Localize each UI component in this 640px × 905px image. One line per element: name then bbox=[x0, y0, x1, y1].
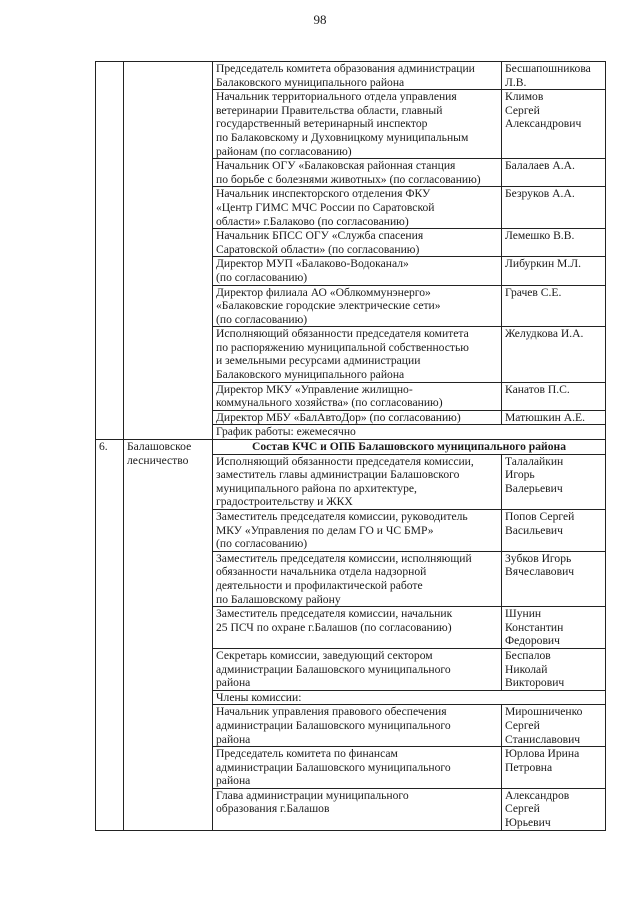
position-line: Начальник инспекторского отделения ФКУ bbox=[216, 187, 431, 201]
member-name-cell bbox=[502, 159, 606, 187]
position-line: Председатель комитета образования администрации bbox=[216, 62, 475, 75]
organization-line: Балашовское bbox=[127, 440, 192, 454]
position-cell bbox=[213, 648, 502, 690]
position-line: Глава администрации муниципального bbox=[216, 788, 409, 802]
position-line: администрации Балашовского муниципального bbox=[216, 760, 451, 774]
member-name-line: Климов bbox=[505, 90, 544, 104]
position-line: Директор МУП «Балаково-Водоканал» bbox=[216, 257, 409, 271]
member-name-line: Петровна bbox=[505, 760, 553, 774]
position-cell bbox=[213, 607, 502, 649]
position-line: (по согласованию) bbox=[216, 270, 308, 284]
position-line: Начальник территориального отдела управления bbox=[216, 90, 457, 104]
member-name-cell bbox=[502, 327, 606, 382]
position-line: Исполняющий обязанности председателя комитета bbox=[216, 327, 469, 341]
organization-line: лесничество bbox=[127, 453, 189, 467]
member-name-cell bbox=[502, 257, 606, 285]
section-title: Состав КЧС и ОПБ Балашовского муниципального района bbox=[213, 440, 606, 455]
position-line: «Центр ГИМС МЧС России по Саратовской bbox=[216, 200, 435, 214]
section-organization bbox=[124, 440, 213, 831]
member-name-line: Бесшапошникова bbox=[505, 62, 591, 75]
member-name-line: Либуркин М.Л. bbox=[505, 257, 582, 271]
member-name-line: Константин bbox=[505, 620, 564, 634]
position-line: 25 ПСЧ по охране г.Балашов (по согласованию) bbox=[216, 620, 452, 634]
position-line: государственный ветеринарный инспектор bbox=[216, 117, 428, 131]
member-name-cell bbox=[502, 551, 606, 606]
position-line: Начальник БПСС ОГУ «Служба спасения bbox=[216, 229, 424, 243]
member-name-line: Беспалов bbox=[505, 648, 551, 662]
member-name-line: Лемешко В.В. bbox=[505, 229, 575, 243]
position-cell bbox=[213, 747, 502, 789]
member-name-line: Желудкова И.А. bbox=[505, 327, 584, 341]
position-line: Начальник управления правового обеспечения bbox=[216, 705, 447, 719]
member-name-cell bbox=[502, 187, 606, 229]
position-cell bbox=[213, 159, 502, 187]
position-line: обязанности начальника отдела надзорной bbox=[216, 565, 427, 579]
member-name-line: Александрович bbox=[505, 117, 582, 131]
position-line: (по согласованию) bbox=[216, 537, 308, 551]
position-line: Директор МКУ «Управление жилищно- bbox=[216, 382, 413, 396]
member-name-line: Мирошниченко bbox=[505, 705, 583, 719]
position-line: Секретарь комиссии, заведующий сектором bbox=[216, 648, 433, 662]
member-name-cell bbox=[502, 285, 606, 327]
member-name-line: Балалаев А.А. bbox=[505, 159, 575, 173]
position-cell bbox=[213, 454, 502, 509]
member-name-line: Александров bbox=[505, 788, 570, 802]
member-name-cell bbox=[502, 454, 606, 509]
section-number: 6. bbox=[96, 440, 124, 831]
member-name-cell bbox=[502, 90, 606, 159]
table-row bbox=[96, 62, 606, 90]
member-name-line: Зубков Игорь bbox=[505, 551, 572, 565]
position-cell bbox=[213, 510, 502, 552]
position-line: Директор филиала АО «Облкоммунэнерго» bbox=[216, 285, 431, 299]
member-name-line: Николай bbox=[505, 662, 548, 676]
position-line: МКУ «Управления по делам ГО и ЧС БМР» bbox=[216, 523, 434, 537]
position-cell bbox=[213, 705, 502, 747]
position-line: Саратовской области» (по согласованию) bbox=[216, 242, 420, 256]
position-line: области» г.Балаково (по согласованию) bbox=[216, 214, 409, 228]
position-line: Директор МБУ «БалАвтоДор» (по согласованию) bbox=[216, 410, 461, 424]
member-name-line: Шунин bbox=[505, 607, 542, 621]
position-cell bbox=[213, 410, 502, 425]
commission-table bbox=[95, 61, 606, 831]
member-name-line: Станиславович bbox=[505, 732, 581, 746]
position-line: по Балаковскому и Духовницкому муниципальным bbox=[216, 130, 469, 144]
position-cell bbox=[213, 788, 502, 830]
position-line: по борьбе с болезнями животных» (по согласованию) bbox=[216, 172, 481, 186]
member-name-cell bbox=[502, 747, 606, 789]
member-name-cell bbox=[502, 648, 606, 690]
member-name-line: Л.В. bbox=[505, 75, 527, 89]
position-line: Заместитель председателя комиссии, начальник bbox=[216, 607, 453, 621]
position-cell bbox=[213, 285, 502, 327]
member-name-line: Юрьевич bbox=[505, 816, 551, 830]
member-name-line: Талалайкин bbox=[505, 454, 564, 468]
position-line: района bbox=[216, 774, 251, 788]
organization-cell bbox=[124, 62, 213, 440]
position-line: по распоряжению муниципальной собственностью bbox=[216, 340, 469, 354]
position-line: Балаковского муниципального района bbox=[216, 368, 405, 382]
position-cell bbox=[213, 257, 502, 285]
position-cell bbox=[213, 187, 502, 229]
position-line: Начальник ОГУ «Балаковская районная станция bbox=[216, 159, 456, 173]
position-line: Балаковского муниципального района bbox=[216, 75, 405, 89]
position-cell bbox=[213, 229, 502, 257]
position-line: (по согласованию) bbox=[216, 312, 308, 326]
member-name-cell bbox=[502, 229, 606, 257]
member-name-line: Юрлова Ирина bbox=[505, 747, 580, 761]
position-line: муниципального района по архитектуре, bbox=[216, 481, 417, 495]
position-cell bbox=[213, 551, 502, 606]
member-name-line: Сергей bbox=[505, 718, 540, 732]
position-line: «Балаковские городские электрические сети» bbox=[216, 299, 441, 313]
position-line: администрации Балашовского муниципального bbox=[216, 718, 451, 732]
section-heading-row bbox=[96, 440, 606, 455]
position-line: Исполняющий обязанности председателя комиссии, bbox=[216, 454, 474, 468]
position-line: градостроительству и ЖКХ bbox=[216, 495, 353, 509]
member-name-cell bbox=[502, 510, 606, 552]
number-cell bbox=[96, 62, 124, 440]
member-name-line: Сергей bbox=[505, 103, 540, 117]
position-line: коммунального хозяйства» (по согласованию) bbox=[216, 396, 443, 410]
position-line: заместитель главы администрации Балашовского bbox=[216, 468, 460, 482]
schedule-text: График работы: ежемесячно bbox=[213, 425, 606, 440]
member-name-line: Валерьевич bbox=[505, 481, 563, 495]
member-name-cell bbox=[502, 62, 606, 90]
member-name-line: Вячеславович bbox=[505, 565, 575, 579]
member-name-line: Васильевич bbox=[505, 523, 563, 537]
member-name-line: Сергей bbox=[505, 802, 540, 816]
position-line: образования г.Балашов bbox=[216, 802, 330, 816]
member-name-cell bbox=[502, 410, 606, 425]
position-line: Заместитель председателя комиссии, руководитель bbox=[216, 510, 468, 523]
position-cell bbox=[213, 382, 502, 410]
member-name-cell bbox=[502, 607, 606, 649]
member-name-line: Федорович bbox=[505, 634, 560, 648]
member-name-line: Попов Сергей bbox=[505, 510, 575, 523]
members-label: Члены комиссии: bbox=[213, 690, 606, 705]
member-name-line: Канатов П.С. bbox=[505, 382, 570, 396]
position-line: деятельности и профилактической работе bbox=[216, 578, 423, 592]
position-cell bbox=[213, 62, 502, 90]
member-name-line: Матюшкин А.Е. bbox=[505, 410, 586, 424]
member-name-cell bbox=[502, 788, 606, 830]
position-line: Заместитель председателя комиссии, исполняющий bbox=[216, 551, 472, 565]
position-line: ветеринарии Правительства области, главный bbox=[216, 103, 443, 117]
member-name-cell bbox=[502, 705, 606, 747]
position-line: администрации Балашовского муниципального bbox=[216, 662, 451, 676]
member-name-line: Грачев С.Е. bbox=[505, 285, 562, 299]
member-name-line: Викторович bbox=[505, 676, 565, 690]
member-name-line: Безруков А.А. bbox=[505, 187, 575, 201]
position-cell bbox=[213, 90, 502, 159]
position-line: района bbox=[216, 732, 251, 746]
position-cell bbox=[213, 327, 502, 382]
member-name-cell bbox=[502, 382, 606, 410]
page-number: 98 bbox=[313, 12, 327, 27]
position-line: по Балашовскому району bbox=[216, 592, 341, 606]
position-line: районам (по согласованию) bbox=[216, 144, 352, 158]
position-line: района bbox=[216, 676, 251, 690]
position-line: Председатель комитета по финансам bbox=[216, 747, 398, 761]
position-line: и земельными ресурсами администрации bbox=[216, 354, 421, 368]
member-name-line: Игорь bbox=[505, 468, 535, 482]
